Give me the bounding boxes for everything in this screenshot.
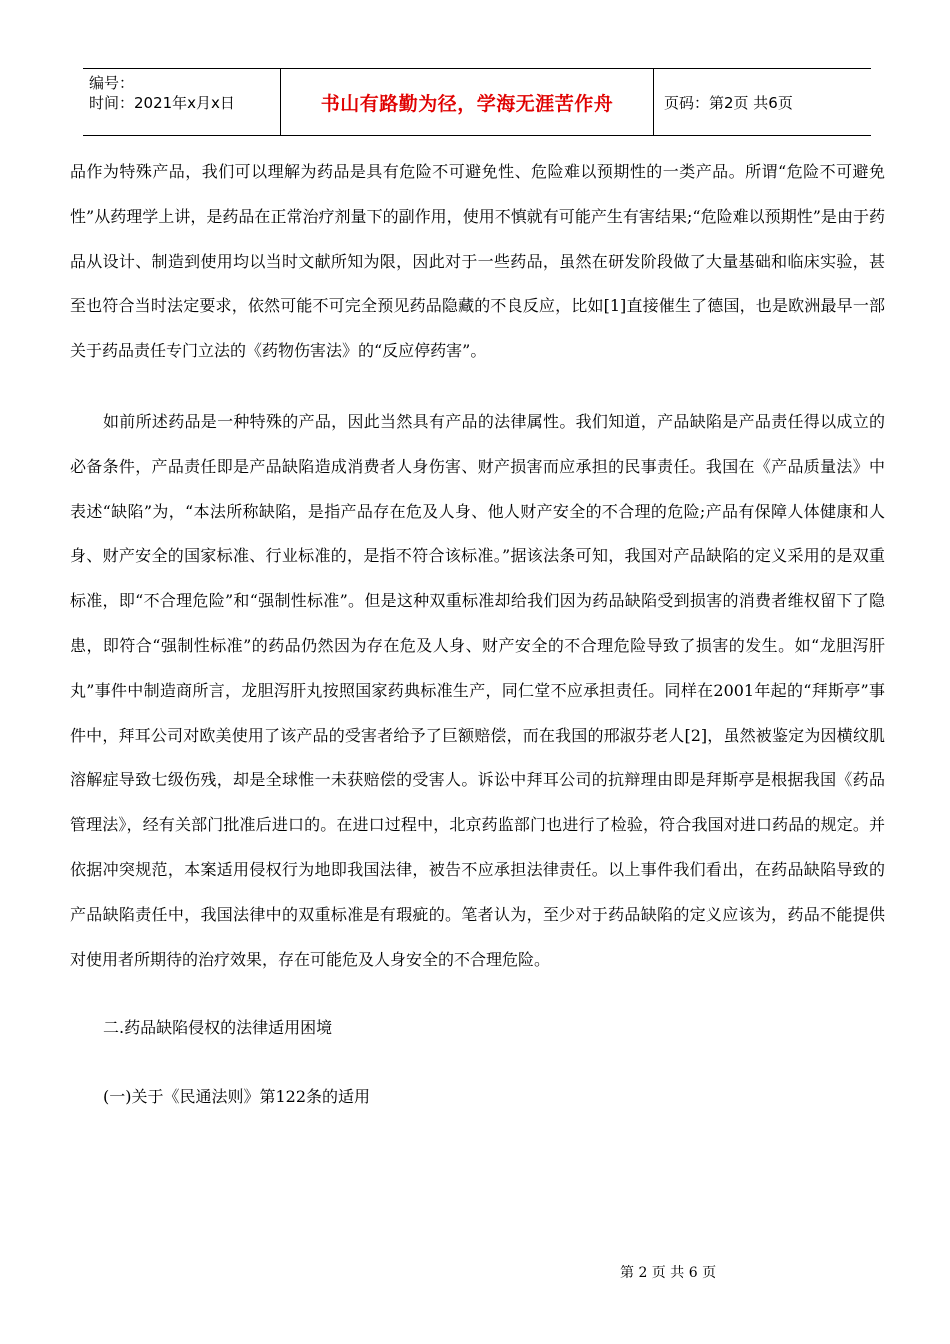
header-table (83, 68, 871, 136)
section-heading-2: 二.药品缺陷侵权的法律适用困境 (103, 1018, 333, 1038)
footer-page-number: 第 2 页 共 6 页 (620, 1265, 717, 1281)
header-left-cell (83, 69, 281, 135)
document-time-label: 时间：2021年x月x日 (89, 94, 235, 112)
header-page-info: 页码：第2页 共6页 (664, 93, 793, 112)
body-paragraph-2: 如前所述药品是一种特殊的产品，因此当然具有产品的法律属性。我们知道，产品缺陷是产品责任得以成立的必备条件，产品责任即是产品缺陷造成消费者人身伤害、财产损害而应承担的民事责任。我国在《产品质量法》中表述“缺陷”为，“本法所称缺陷，是指产品存在危及人身、他人财产安全的不合理的危险;产品有保障人体健康和人身、财产安全的国家标准、行业标准的，是指不符合该标准。”据该法条可知，我国对产品缺陷的定义采用的是双重标准，即“不合理危险”和“强制性标准”。但是这种双重标准却给我们因为药品缺陷受到损害的消费者维权留下了隐患，即符合“强制性标准”的药品仍然因为存在危及人身、财产安全的不合理危险导致了损害的发生。如“龙胆泻肝丸”事件中制造商所言，龙胆泻肝丸按照国家药典标准生产，同仁堂不应承担责任。同样在2001年起的“拜斯亭”事件中，拜耳公司对欧美使用了该产品的受害者给予了巨额赔偿，而在我国的邢淑芬老人[2]，虽然被鉴定为因横纹肌溶解症导致七级伤残，却是全球惟一未获赔偿的受害人。诉讼中拜耳公司的抗辩理由即是拜斯亭是根据我国《药品管理法》，经有关部门批准后进口的。在进口过程中，北京药监部门也进行了检验，符合我国对进口药品的规定。并依据冲突规范，本案适用侵权行为地即我国法律，被告不应承担法律责任。以上事件我们看出，在药品缺陷导致的产品缺陷责任中，我国法律中的双重标准是有瑕疵的。笔者认为，至少对于药品缺陷的定义应该为，药品不能提供对使用者所期待的治疗效果，存在可能危及人身安全的不合理危险。 (70, 411, 885, 969)
document-number-label: 编号： (89, 74, 135, 92)
body-paragraph-1: 品作为特殊产品，我们可以理解为药品是具有危险不可避免性、危险难以预期性的一类产品。所谓“危险不可避免性”从药理学上讲，是药品在正常治疗剂量下的副作用，使用不慎就有可能产生有害结果;“危险难以预期性”是由于药品从设计、制造到使用均以当时文献所知为限，因此对于一些药品，虽然在研发阶段做了大量基础和临床实验，甚至也符合当时法定要求，依然可能不可完全预见药品隐藏的不良反应，比如[1]直接催生了德国，也是欧洲最早一部关于药品责任专门立法的《药物伤害法》的“反应停药害”。 (70, 162, 885, 361)
document-body (70, 150, 885, 1120)
subsection-heading-2-1: (一)关于《民通法则》第122条的适用 (103, 1087, 371, 1107)
header-motto: 书山有路勤为径，学海无涯苦作舟 (281, 69, 654, 135)
